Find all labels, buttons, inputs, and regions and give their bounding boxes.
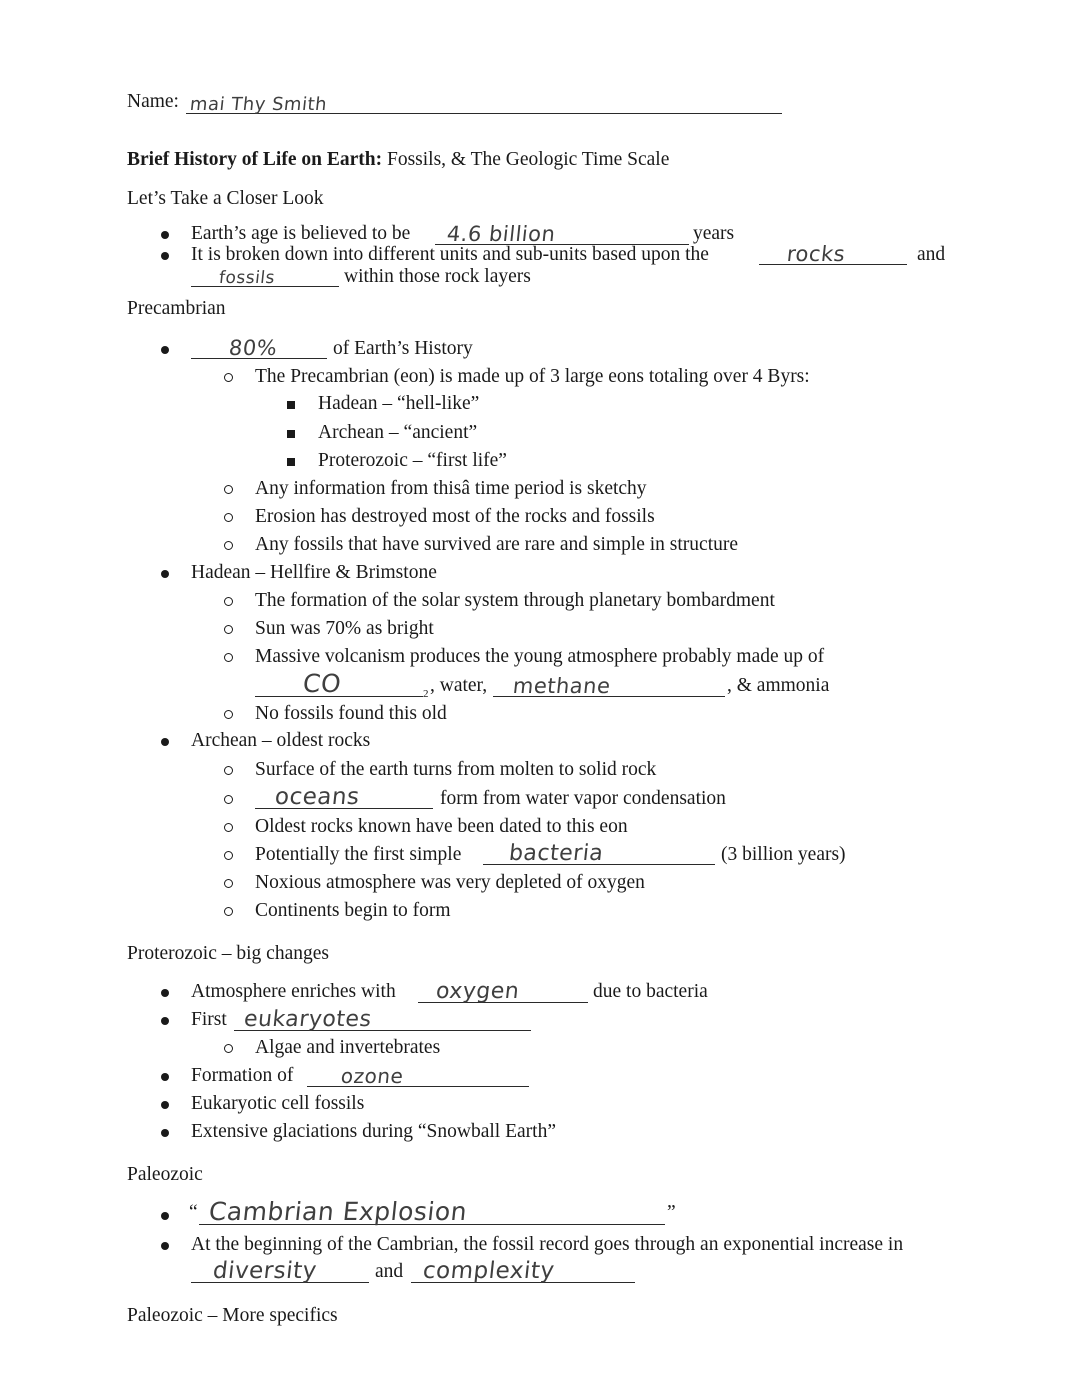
first-text: First: [191, 1009, 227, 1030]
sub-bullet: [224, 823, 233, 832]
condensation-text: form from water vapor condensation: [440, 788, 726, 809]
section-heading-proterozoic: Proterozoic – big changes: [127, 943, 329, 964]
history-percent-blank[interactable]: [191, 336, 327, 360]
bullet: [161, 231, 169, 239]
complexity-answer: complexity: [421, 1258, 556, 1284]
close-quote: ”: [667, 1202, 676, 1223]
sub-bullet: [224, 1044, 233, 1053]
sub-bullet: [224, 879, 233, 888]
co2-subscript: 2: [423, 688, 429, 700]
name-label: Name:: [127, 91, 179, 112]
solar-system-text: The formation of the solar system through planetary bombardment: [255, 590, 775, 611]
rocks-blank[interactable]: [759, 242, 907, 266]
bullet: [161, 570, 169, 578]
sub-bullet: [224, 795, 233, 804]
student-name: mai Thy Smith: [188, 94, 329, 115]
fossils-blank[interactable]: [191, 268, 339, 288]
continents-text: Continents begin to form: [255, 900, 451, 921]
bullet: [161, 1017, 169, 1025]
open-quote: “: [189, 1202, 198, 1223]
earth-history-text: of Earth’s History: [333, 338, 473, 359]
eukaryotes-answer: eukaryotes: [242, 1007, 373, 1032]
oxygen-answer: oxygen: [434, 979, 521, 1004]
ammonia-text: , & ammonia: [727, 675, 830, 696]
bullet: [161, 1129, 169, 1137]
oceans-answer: oceans: [273, 784, 361, 810]
eukaryotes-blank[interactable]: [234, 1007, 531, 1032]
earth-age-answer: 4.6 billion: [445, 222, 557, 246]
ozone-blank[interactable]: [307, 1064, 529, 1088]
co2-blank[interactable]: [255, 669, 423, 698]
archean-heading: Archean – oldest rocks: [191, 730, 371, 751]
sub-bullet: [224, 625, 233, 634]
bullet: [161, 989, 169, 997]
section-heading-closer-look: Let’s Take a Closer Look: [127, 188, 324, 209]
sub-bullet: [224, 851, 233, 860]
atmosphere-text: Atmosphere enriches with: [191, 981, 396, 1002]
sub-bullet: [224, 373, 233, 382]
volcanism-text: Massive volcanism produces the young atmosphere probably made up of: [255, 646, 825, 667]
bullet: [161, 346, 169, 354]
methane-blank[interactable]: [493, 674, 725, 698]
glaciations-text: Extensive glaciations during “Snowball Earth”: [191, 1121, 556, 1142]
first-simple-text: Potentially the first simple: [255, 844, 462, 865]
rare-fossils-text: Any fossils that have survived are rare and simple in structure: [255, 534, 739, 555]
page-title: Brief History of Life on Earth: Fossils, & The Geologic Time Scale: [127, 149, 670, 170]
three-billion-text: (3 billion years): [721, 844, 846, 865]
cambrian-blank[interactable]: [199, 1197, 665, 1226]
sub-bullet: [224, 485, 233, 494]
oceans-blank[interactable]: [255, 784, 433, 810]
oxygen-blank[interactable]: [418, 979, 588, 1004]
bacteria-blank[interactable]: [483, 841, 715, 866]
erosion-text: Erosion has destroyed most of the rocks and fossils: [255, 506, 655, 527]
rock-layers-text: within those rock layers: [344, 266, 531, 287]
eon-archean: Archean – “ancient”: [318, 422, 478, 443]
square-bullet: [287, 430, 295, 438]
ozone-answer: ozone: [339, 1064, 405, 1088]
square-bullet: [287, 458, 295, 466]
name-field[interactable]: [186, 94, 782, 115]
section-heading-paleozoic-specifics: Paleozoic – More specifics: [127, 1305, 338, 1326]
water-text: , water,: [430, 675, 488, 696]
sub-bullet: [224, 710, 233, 719]
sub-bullet: [224, 653, 233, 662]
sub-bullet: [224, 597, 233, 606]
surface-text: Surface of the earth turns from molten to solid rock: [255, 759, 657, 780]
methane-answer: methane: [511, 674, 612, 698]
diversity-answer: diversity: [211, 1258, 319, 1284]
units-text: It is broken down into different units and sub-units based upon the: [191, 244, 709, 265]
bullet: [161, 252, 169, 260]
oldest-rocks-text: Oldest rocks known have been dated to this eon: [255, 816, 628, 837]
section-heading-paleozoic: Paleozoic: [127, 1164, 203, 1185]
cambrian-record-text: At the beginning of the Cambrian, the fossil record goes through an exponential increase in: [191, 1234, 904, 1255]
bullet: [161, 1242, 169, 1250]
formation-text: Formation of: [191, 1065, 294, 1086]
bullet: [161, 1073, 169, 1081]
hadean-heading: Hadean – Hellfire & Brimstone: [191, 562, 437, 583]
fossils-answer: fossils: [217, 268, 276, 288]
cambrian-answer: Cambrian Explosion: [207, 1197, 469, 1226]
history-percent-answer: 80%: [227, 336, 279, 360]
due-bacteria-text: due to bacteria: [593, 981, 708, 1002]
bullet: [161, 1101, 169, 1109]
no-fossils-text: No fossils found this old: [255, 703, 447, 724]
eon-hadean: Hadean – “hell-like”: [318, 393, 480, 414]
years-text: years: [693, 223, 735, 244]
complexity-blank[interactable]: [411, 1258, 635, 1284]
sub-bullet: [224, 513, 233, 522]
bullet: [161, 1212, 169, 1220]
sub-bullet: [224, 907, 233, 916]
noxious-text: Noxious atmosphere was very depleted of oxygen: [255, 872, 645, 893]
bullet: [161, 738, 169, 746]
co2-answer: CO: [301, 669, 343, 698]
earth-age-text: Earth’s age is believed to be: [191, 223, 411, 244]
rocks-answer: rocks: [785, 242, 847, 266]
eukaryotic-fossils-text: Eukaryotic cell fossils: [191, 1093, 365, 1114]
diversity-blank[interactable]: [191, 1258, 369, 1284]
algae-text: Algae and invertebrates: [255, 1037, 441, 1058]
info-sketchy-text: Any information from thisâ time period is sketchy: [255, 478, 647, 499]
sub-bullet: [224, 541, 233, 550]
sub-bullet: [224, 766, 233, 775]
bacteria-answer: bacteria: [507, 841, 605, 866]
eons-text: The Precambrian (eon) is made up of 3 large eons totaling over 4 Byrs:: [255, 366, 810, 387]
section-heading-precambrian: Precambrian: [127, 298, 226, 319]
eon-proterozoic: Proterozoic – “first life”: [318, 450, 507, 471]
square-bullet: [287, 401, 295, 409]
and-text-2: and: [375, 1261, 404, 1282]
sun-text: Sun was 70% as bright: [255, 618, 434, 639]
and-text: and: [917, 244, 946, 265]
